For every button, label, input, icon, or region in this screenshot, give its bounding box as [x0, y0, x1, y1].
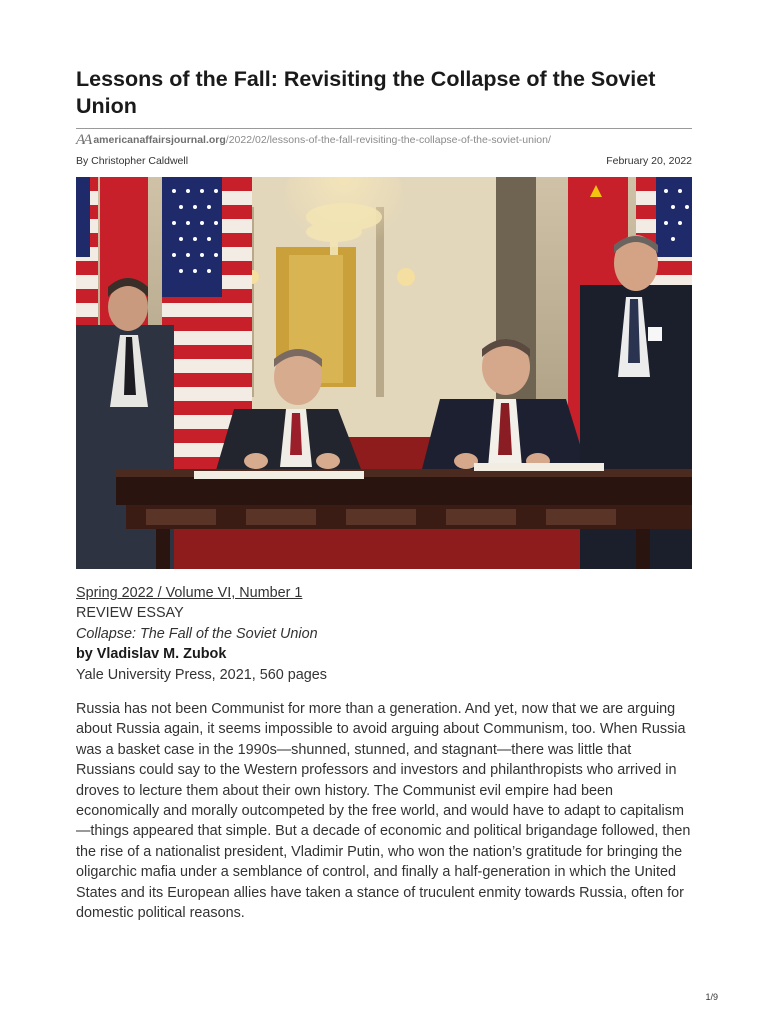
signing-ceremony-photo: [76, 177, 692, 569]
source-url-bar: [76, 128, 692, 151]
article-meta: [76, 153, 692, 169]
body-paragraph: Russia has not been Communist for more than a generation. And yet, now that we are arguing about Russia again, it seems impossible to avoid arguing about Communism, too. When Russia was a basket case in the 1990s—shunned, stunned, and stagnant—there was little that Russians could say to the Western professors and investors and philanthropists who arrived in droves to lecture them about their own history. The Communist evil empire had been economically and morally outcompeted by the free world, and would have to adapt to capitalism—things appeared that simple. But a decade of economic and political brigandage followed, then the rise of a nationalist president, Vladimir Putin, who won the nation’s gratitude for bringing the oligarchic mafia under a semblance of control, and finally a half-generation in which the United States and its European allies have taken a stance of truculent enmity towards Russia, often for domestic political reasons.: [76, 701, 691, 922]
book-author: by Vladislav M. Zubok: [76, 646, 227, 663]
book-title: Collapse: The Fall of the Soviet Union: [76, 625, 318, 642]
url-path: /2022/02/lessons-of-the-fall-revisiting-the-collapse-of-the-soviet-union/: [225, 134, 551, 146]
source-url-link[interactable]: [93, 134, 551, 146]
article: [76, 0, 692, 938]
issue-link[interactable]: Spring 2022 / Volume VI, Number 1: [76, 585, 303, 601]
publish-date: February 20, 2022: [606, 155, 692, 167]
book-publisher: Yale University Press, 2021, 560 pages: [76, 666, 327, 683]
article-title: Lessons of the Fall: Revisiting the Collapse of the Soviet Union: [76, 67, 656, 118]
source-logo-icon: AA: [76, 131, 91, 148]
url-domain: americanaffairsjournal.org: [93, 134, 226, 146]
page-number: 1/9: [705, 992, 718, 1002]
review-info: [76, 583, 692, 685]
essay-kind: REVIEW ESSAY: [76, 605, 184, 622]
byline: By Christopher Caldwell: [76, 155, 189, 167]
